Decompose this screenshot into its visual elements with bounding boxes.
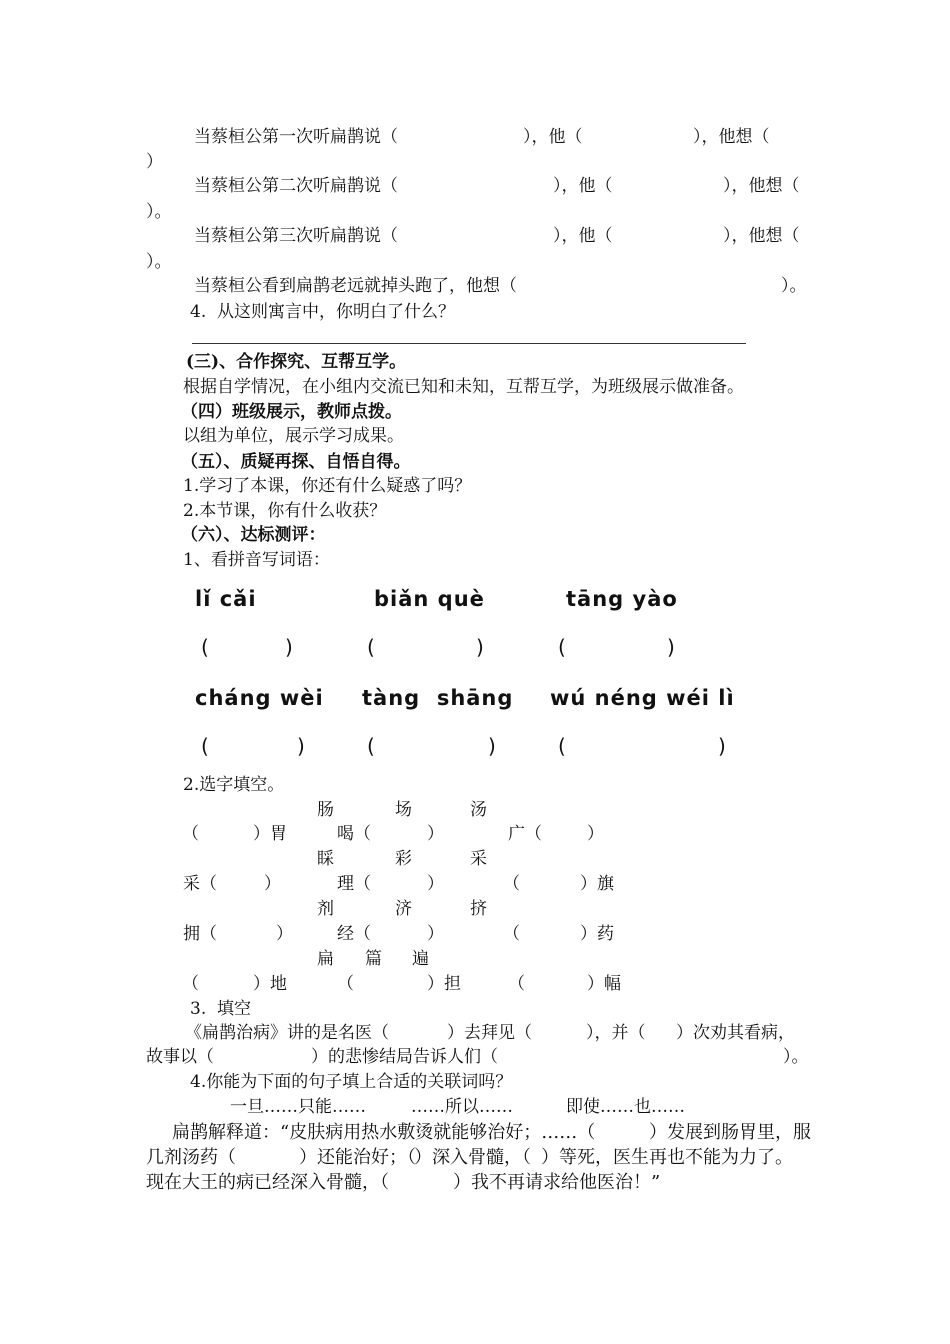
fill-blank: 经（ (337, 924, 371, 944)
section-3-text: 根据自学情况，在小组内交流已知和未知，互帮互学，为班级展示做准备。 (183, 377, 744, 397)
q3-text: ）。 (783, 1047, 809, 1067)
section-6-heading: （六）、达标测评： (181, 525, 326, 545)
section-3-heading: (三)、合作探究、互帮互学。 (186, 352, 407, 372)
q3-line2-b: ），他（ (553, 176, 613, 196)
fill-blank: ） (427, 824, 444, 844)
char-option: 汤 (470, 800, 487, 820)
q3-line1-d: ） (146, 152, 163, 172)
q4b-text: ）发展到肠胃里，服 (649, 1122, 811, 1143)
char-option: 济 (395, 899, 412, 919)
section-4-text: 以组为单位，展示学习成果。 (183, 426, 404, 446)
q3-text: 《扁鹊治病》讲的是名医（ (185, 1023, 389, 1043)
q4b-title: 4.你能为下面的句子填上合适的关联词吗？ (190, 1072, 513, 1092)
answer-paren-close: ) (476, 635, 484, 659)
q3-line4-a: 当蔡桓公看到扁鹊老远就掉头跑了，他想（ (194, 276, 517, 296)
char-option: 挤 (470, 899, 487, 919)
char-option: 遍 (412, 949, 429, 969)
fill-blank: ）幅 (587, 974, 621, 994)
fill-blank: （ (503, 924, 520, 944)
q3-line2-a: 当蔡桓公第二次听扁鹊说（ (194, 176, 398, 196)
fill-blank: ） (587, 824, 604, 844)
answer-paren-open: ( (201, 734, 209, 758)
fill-blank: ）胃 (253, 824, 287, 844)
q4b-text: 几剂汤药（ (146, 1147, 236, 1168)
fill-blank: （ (182, 824, 199, 844)
q3-text: ）去拜见（ (447, 1023, 532, 1043)
pinyin-item: biǎn què (374, 587, 485, 611)
q4b-text: 扁鹊解释道：“皮肤病用热水敷烫就能够治好；……（ (172, 1122, 596, 1143)
q3-line2-d: ）。 (146, 202, 172, 222)
q3-line3-c: ），他想（ (723, 226, 800, 246)
question-4: 4. 从这则寓言中，你明白了什么？ (190, 302, 456, 322)
q4b-text: ）我不再请求给他医治！” (453, 1172, 661, 1193)
q3-text: ）的悲惨结局告诉人们（ (311, 1047, 498, 1067)
answer-line (192, 343, 746, 344)
pinyin-item: tāng yào (566, 587, 678, 611)
conjunction-option: ……所以…… (411, 1097, 513, 1117)
q4b-text: ）深入骨髓，（ (414, 1147, 531, 1168)
char-option: 扁 (317, 949, 334, 969)
fill-blank: 采（ (183, 874, 217, 894)
fill-blank: ） (427, 924, 444, 944)
fill-blank: ）地 (253, 974, 287, 994)
answer-paren-open: ( (558, 734, 566, 758)
fill-blank: 拥（ (183, 924, 217, 944)
answer-paren-open: ( (558, 635, 566, 659)
fill-blank: ）担 (427, 974, 461, 994)
fill-blank: （ (508, 974, 525, 994)
section-6-q1: 1、看拼音写词语： (183, 550, 330, 570)
q2-title: 2.选字填空。 (183, 775, 285, 795)
q3-line3-b: ），他（ (553, 226, 613, 246)
char-option: 采 (470, 849, 487, 869)
q3-line4-b: ）。 (781, 276, 807, 296)
q4b-text: ）还能治好；（ (299, 1147, 416, 1168)
char-option: 肠 (317, 800, 334, 820)
q3-line3-a: 当蔡桓公第三次听扁鹊说（ (194, 226, 398, 246)
section-5-heading: （五）、质疑再探、自悟自得。 (181, 452, 411, 472)
answer-paren-open: ( (201, 635, 209, 659)
q4b-text: ）等死，医生再也不能为力了。 (541, 1147, 793, 1168)
fill-blank: ）药 (580, 924, 614, 944)
pinyin-item: lǐ cǎi (195, 587, 257, 611)
pinyin-item: tàng shāng (362, 686, 514, 710)
section-4-heading: （四）班级展示，教师点拨。 (181, 402, 402, 422)
char-option: 场 (395, 800, 412, 820)
fill-blank: （ (503, 874, 520, 894)
answer-paren-close: ) (488, 734, 496, 758)
q3-line3-d: ）。 (146, 252, 172, 272)
section-5-q1: 1.学习了本课，你还有什么疑惑了吗？ (183, 476, 472, 496)
fill-blank: 广（ (508, 824, 542, 844)
conjunction-option: 即使……也…… (566, 1097, 685, 1117)
answer-paren-open: ( (367, 734, 375, 758)
char-option: 篇 (365, 949, 382, 969)
q4b-text: 现在大王的病已经深入骨髓，（ (146, 1172, 389, 1193)
fill-blank: ） (427, 874, 444, 894)
q3-text: 故事以（ (146, 1047, 214, 1067)
char-option: 彩 (395, 849, 412, 869)
fill-blank: ） (276, 924, 293, 944)
fill-blank: 喝（ (337, 824, 371, 844)
q3-line1-b: ），他（ (523, 127, 583, 147)
q3-line1-c: ），他想（ (693, 127, 770, 147)
fill-blank: ）旗 (580, 874, 614, 894)
fill-blank: （ (337, 974, 354, 994)
q3-line1-a: 当蔡桓公第一次听扁鹊说（ (194, 127, 398, 147)
q3-title: 3. 填空 (190, 999, 252, 1019)
pinyin-item: wú néng wéi lì (550, 686, 735, 710)
answer-paren-close: ) (667, 635, 675, 659)
conjunction-option: 一旦……只能…… (230, 1097, 366, 1117)
pinyin-item: cháng wèi (195, 686, 324, 710)
q3-line2-c: ），他想（ (723, 176, 800, 196)
answer-paren-close: ) (718, 734, 726, 758)
section-5-q2: 2.本节课，你有什么收获？ (183, 501, 387, 521)
q3-text: ）次劝其看病， (676, 1023, 795, 1043)
answer-paren-open: ( (367, 635, 375, 659)
char-option: 剂 (317, 899, 334, 919)
fill-blank: 理（ (337, 874, 371, 894)
answer-paren-close: ) (285, 635, 293, 659)
answer-paren-close: ) (297, 734, 305, 758)
fill-blank: （ (182, 974, 199, 994)
q3-text: ），并（ (586, 1023, 646, 1043)
fill-blank: ） (264, 874, 281, 894)
char-option: 睬 (317, 849, 334, 869)
